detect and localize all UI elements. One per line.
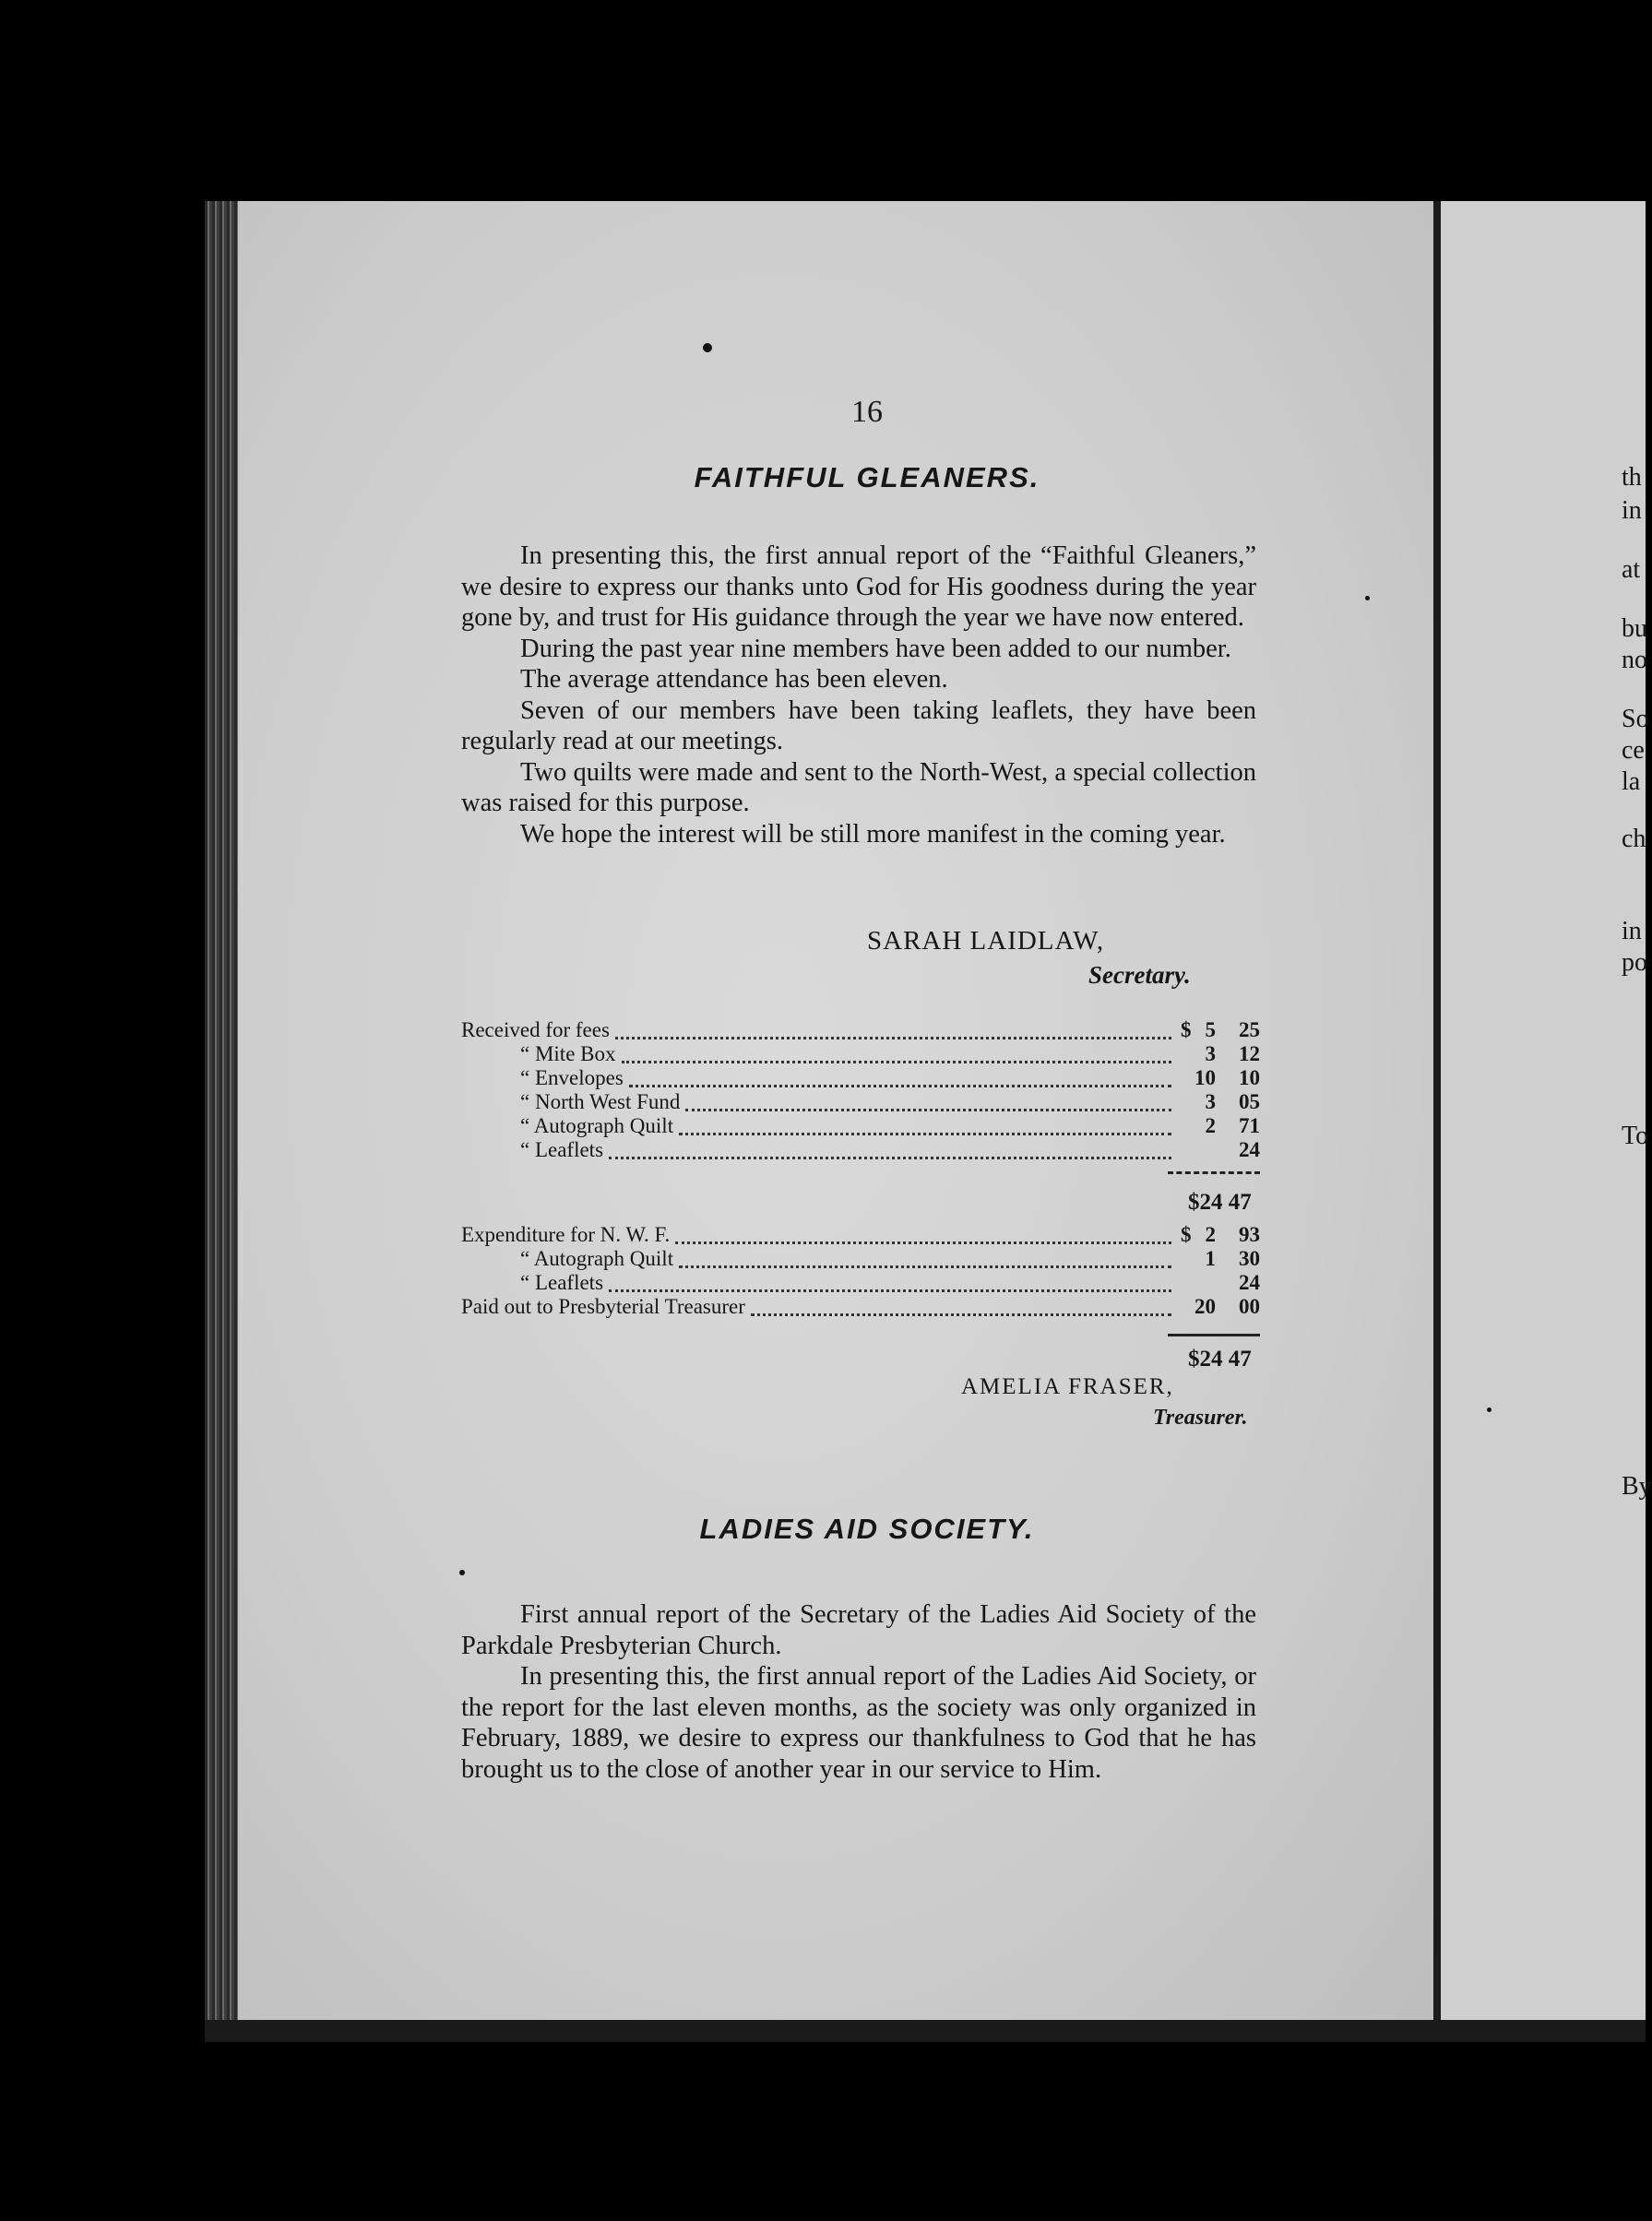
expenditure-ledger [461, 1223, 1260, 1319]
facing-page-fragment: To [1622, 1122, 1649, 1150]
amount-cents: 05 [1239, 1090, 1260, 1113]
amount-cents: 25 [1239, 1018, 1260, 1041]
amount-dollars: 3 [1205, 1090, 1216, 1113]
bottom-shadow [205, 2020, 1646, 2042]
facing-page-fragment: in [1622, 496, 1642, 525]
facing-page-fragment: po [1622, 948, 1647, 977]
facing-page-fragment: ch [1622, 825, 1646, 853]
amount-dollars: 5 [1205, 1018, 1216, 1041]
ledger-rule [1168, 1334, 1260, 1336]
ledger-row [461, 1271, 1260, 1295]
ledger-item-label: Expenditure for N. W. F. [461, 1223, 671, 1246]
leader-dots [679, 1125, 1171, 1135]
ledger-row [461, 1042, 1260, 1066]
page-gutter [1433, 201, 1441, 2037]
facing-page-fragment: la [1622, 767, 1641, 796]
facing-page-fragment: So [1622, 705, 1649, 733]
paragraph: Two quilts were made and sent to the North-West, a special collection was raised for this purpose. [461, 757, 1256, 817]
paragraph: In presenting this, the first annual report of the “Faithful Gleaners,” we desire to express our thanks unto God for His goodness during the year gone by, and trust for His guidance through the year we have now entered. [461, 541, 1256, 632]
ladies-aid-report-body [461, 1599, 1256, 1785]
amount-dollars: 2 [1205, 1223, 1216, 1246]
treasurer-title: Treasurer. [1153, 1406, 1248, 1430]
ledger-row [461, 1090, 1260, 1114]
amount-cents: 12 [1239, 1042, 1260, 1065]
ledger-ditto-label: “ Autograph Quilt [520, 1114, 674, 1137]
ledger-item-label: Received for fees [461, 1018, 610, 1041]
leader-dots [685, 1101, 1171, 1111]
receipts-ledger [461, 1018, 1260, 1162]
amount-cents: 24 [1239, 1271, 1260, 1294]
facing-page-fragment: bu [1622, 614, 1647, 643]
facing-page-fragment: in [1622, 917, 1642, 945]
ledger-row [461, 1295, 1260, 1319]
amount-dollars: 10 [1194, 1066, 1216, 1089]
leader-dots [609, 1149, 1171, 1159]
ledger-ditto-label: “ Autograph Quilt [520, 1247, 674, 1270]
ledger-ditto-label: “ Leaflets [520, 1138, 604, 1161]
paragraph: During the past year nine members have been added to our number. [520, 634, 1231, 663]
secretary-name: SARAH LAIDLAW, [867, 926, 1105, 956]
amount-dollars: 2 [1205, 1114, 1216, 1137]
paragraph: First annual report of the Secretary of the Ladies Aid Society of the Parkdale Presbyterian Church. [461, 1600, 1256, 1660]
leader-dots [615, 1029, 1171, 1039]
ink-speck [1365, 596, 1370, 600]
ledger-row [461, 1138, 1260, 1162]
amount-cents: 00 [1239, 1295, 1260, 1318]
ledger-ditto-label: “ Leaflets [520, 1271, 604, 1294]
page-number: 16 [851, 395, 883, 429]
ledger-row [461, 1223, 1260, 1247]
amount-cents: 93 [1239, 1223, 1260, 1246]
receipts-total: $24 47 [1188, 1190, 1252, 1215]
dollar-sign: $ [1181, 1018, 1192, 1041]
leader-dots [622, 1053, 1171, 1063]
amount-cents: 71 [1239, 1114, 1260, 1137]
facing-page-fragment: no [1622, 646, 1647, 674]
book-spine [205, 201, 242, 2027]
amount-dollars: 20 [1194, 1295, 1216, 1318]
section-heading-faithful-gleaners: FAITHFUL GLEANERS. [694, 461, 1040, 493]
amount-dollars: 1 [1205, 1247, 1216, 1270]
leader-dots [679, 1258, 1171, 1268]
paragraph: We hope the interest will be still more manifest in the coming year. [520, 819, 1226, 849]
paragraph: The average attendance has been eleven. [520, 665, 948, 694]
amount-cents: 30 [1239, 1247, 1260, 1270]
leader-dots [675, 1234, 1171, 1244]
facing-page-fragment: th [1622, 463, 1642, 492]
expenditures-total: $24 47 [1188, 1347, 1252, 1372]
amount-cents: 24 [1239, 1138, 1260, 1161]
facing-page-fragment: ce [1622, 736, 1645, 765]
ledger-ditto-label: “ North West Fund [520, 1090, 681, 1113]
section-heading-ladies-aid-society: LADIES AID SOCIETY. [699, 1513, 1035, 1545]
ledger-item-label: Paid out to Presbyterial Treasurer [461, 1295, 745, 1318]
facing-page-fragment: at [1622, 555, 1641, 584]
ink-speck [703, 343, 712, 352]
facing-page-fragment: By [1622, 1472, 1652, 1501]
amount-dollars: 3 [1205, 1042, 1216, 1065]
right-page-edge [1441, 201, 1649, 2037]
ink-speck [459, 1570, 465, 1575]
leader-dots [751, 1306, 1171, 1316]
ledger-row [461, 1114, 1260, 1138]
treasurer-name: AMELIA FRASER, [961, 1374, 1174, 1399]
dollar-sign: $ [1181, 1223, 1192, 1246]
ledger-row [461, 1066, 1260, 1090]
ink-speck [1487, 1407, 1492, 1412]
paragraph: Seven of our members have been taking leaflets, they have been regularly read at our meetings. [461, 695, 1256, 755]
gleaners-report-body [461, 540, 1256, 849]
ledger-rule [1168, 1171, 1260, 1174]
amount-cents: 10 [1239, 1066, 1260, 1089]
ledger-ditto-label: “ Mite Box [520, 1042, 616, 1065]
ledger-ditto-label: “ Envelopes [520, 1066, 624, 1089]
ledger-row [461, 1018, 1260, 1042]
leader-dots [629, 1077, 1171, 1087]
ledger-row [461, 1247, 1260, 1271]
secretary-title: Secretary. [1088, 961, 1191, 989]
leader-dots [609, 1282, 1171, 1292]
paragraph: In presenting this, the first annual report of the Ladies Aid Society, or the report for the last eleven months, as the society was only organized in February, 1889, we desire to express our thankfulness to God that he has brought us to the close of another year in our service to Him. [461, 1662, 1256, 1784]
